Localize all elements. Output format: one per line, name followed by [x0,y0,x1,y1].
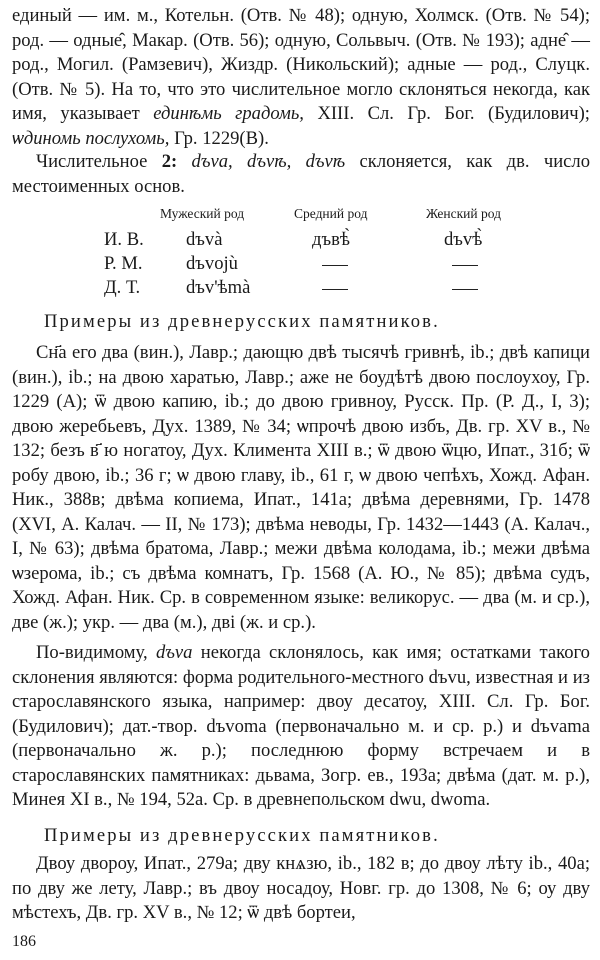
paragraph-1-example-1: единѣмь градомь, [153,103,304,124]
fem-dat-ins-dash [452,289,478,290]
section-heading-1: Примеры из древнерусских памятников. [44,311,440,332]
paragraph-4-text: некогда склонялось, как имя; остатками такого склонения являются: форма родительного-местного dъvu, известная и из старославянского языка, например: двоу десатоу, XIII. Сл. Гр. Бог. (Будилович); дат.-твор. dъvoma (первоначально м. и ср. р.) и dъvama (первоначально ж. р.); последнюю форму встречаем и в старославянских памятниках: дьвама, Зогр. ев., 193а; двѣма (дат. м. р.), Минея XI в., № 194, 52а. Ср. в древнепольском dwu, dwoma. [12,642,590,810]
header-masculine: Мужеский род [160,206,245,221]
numeral-forms: dъva, dъvѣ, dъvѣ [191,151,346,172]
case-label-nom-acc: И. В. [104,229,144,250]
masc-gen-loc: dъvojù [186,253,238,274]
neut-nom-acc: дъвѣ̀ [312,229,350,250]
paragraph-1-text: единый — им. м., Котельн. (Отв. № 48); одную, Холмск. (Отв. № 54); род. — одные̂, Макар. (Отв. 56); одную, Сольвыч. (Отв. № 193); адне̂ — род., Могил. (Рамзевич), Жиздр. (Никольский); адные — род., Слуцк. (Отв. № 5). На то, что это числительное могло склоняться некогда, как имя, указывает [12,5,590,124]
paragraph-3: Сн҃а его два (вин.), Лавр.; дающю двѣ тысячѣ гривнѣ, ib.; двѣ капици (вин.), ib.; на двою харатью, Лавр.; аже не боудѣтѣ двою послоухоу, Гр. 1229 (А); ѿ двою капию, ib.; до двою гривноу, Русск. Пр. (Р. Д., I, 3); двою жеребьевъ, Дух. 1389, № 34; ѡпрочѣ двою избъ, Дв. гр. XV в., № 132; безъ в҃ ю ногатоу, Дух. Климента XIII в.; ѿ двою ѿцю, Ипат., 31б; ѿ робу двою, ib.; 36 г; ѡ двою главу, ib., 61 г, ѡ двою чепѣхъ, Хожд. Афан. Ник., 388в; двѣма копиема, Ипат., 141а; двѣма деревнями, Гр. 1478 (XVI, А. Калач. — II, № 173); двѣма неводы, Гр. 1432—1443 (А. Калач., I, № 63); двѣма братома, Лавр.; межи двѣма колодама, ib.; межи двѣма ѡзерома, ib.; съ двѣма комнатъ, Гр. 1568 (А. Ю., № 85); двѣма судъ, Хожд. Афан. Ник. Ср. в современном языке: великорус. — два (м. и ср.), две (ж.); укр. — два (м.), дві (ж. и ср.). [12,342,590,633]
paragraph-4-form: dъva [155,642,193,663]
header-neuter: Средний род [294,206,368,221]
case-label-gen-loc: Р. М. [104,253,143,274]
page-number: 186 [12,933,36,950]
paragraph-1 [12,4,590,149]
paragraph-1-end: Гр. 1229(В). [174,127,269,149]
paragraph-1-citation: XIII. Сл. Гр. Бог. (Будилович); [317,103,590,124]
paragraph-2-start: Числительное [36,151,148,172]
numeral-two: 2: [161,151,178,172]
paragraph-4-start: По-видимому, [36,642,148,663]
paragraph-4 [12,641,590,813]
fem-nom-acc: dъvѣ̀ [444,229,483,250]
paragraph-1-example-2: ѡдиномь послухомь, [12,127,170,149]
neut-dat-ins-dash [322,289,348,290]
masc-dat-ins: dъv'ѣmà [186,277,251,298]
paragraph-5: Двоу двороу, Ипат., 279а; дву кнѧзю, ib., 182 в; до двоу лѣту ib., 40а; по дву же лету, Лавр.; въ двоу носадоу, Новг. гр. до 1308, № 6; оу дву мѣстехъ, Дв. гр. XV в., № 12; ѿ двѣ бортеи, [12,853,590,923]
paragraph-2 [12,150,590,199]
header-feminine: Женский род [426,206,501,221]
masc-nom-acc: dъvà [186,229,223,250]
section-heading-2: Примеры из древнерусских памятников. [44,825,440,846]
case-label-dat-ins: Д. Т. [104,277,141,298]
paragraph-2-end: склоняется, как дв. число местоименных основ. [12,151,590,197]
neut-gen-loc-dash [322,265,348,266]
fem-gen-loc-dash [452,265,478,266]
